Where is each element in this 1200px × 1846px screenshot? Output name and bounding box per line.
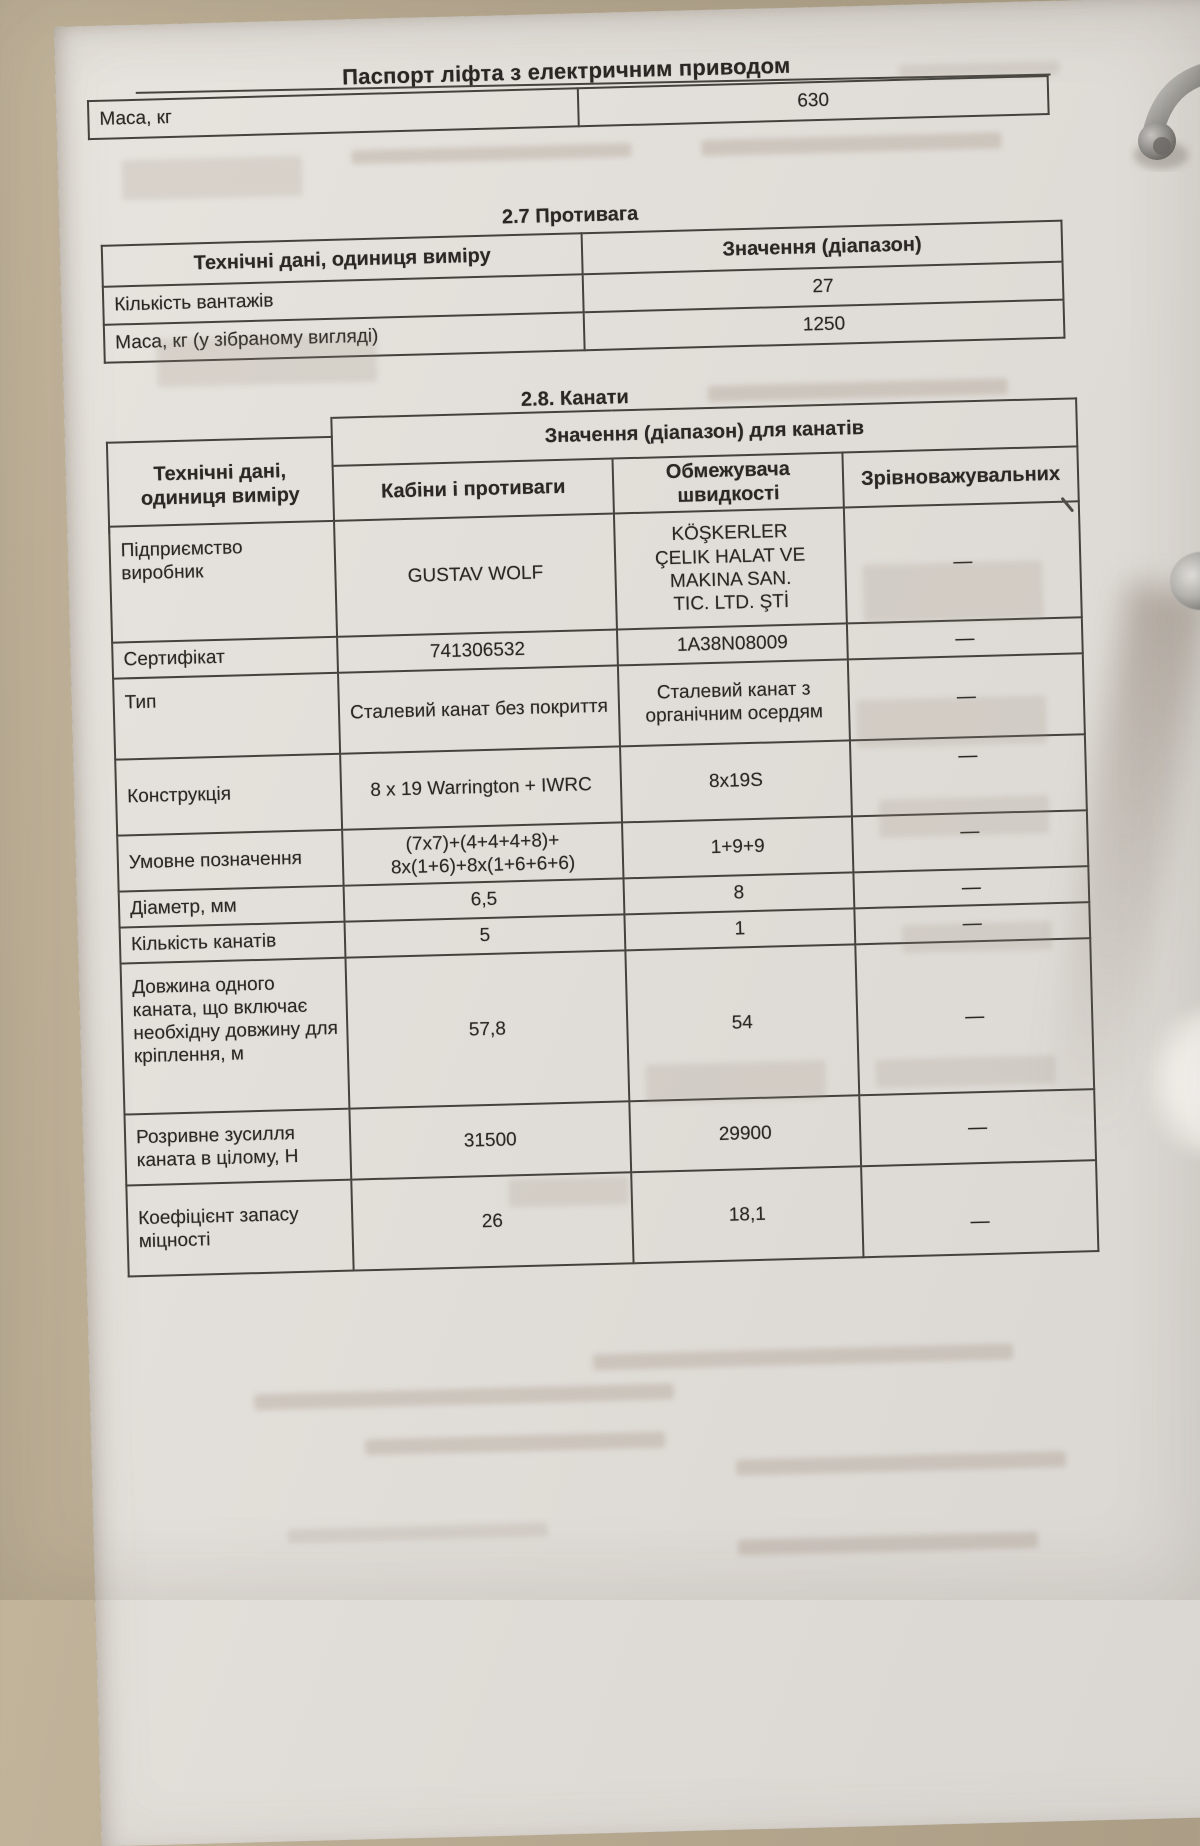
row-value-balance: — [850, 734, 1087, 816]
bleedthrough-ghost [738, 1532, 1038, 1556]
section-heading-counterweight: 2.7 Противага [501, 202, 639, 229]
row-value-cabin: 26 [351, 1172, 633, 1270]
row-label: Тип [113, 673, 340, 760]
row-value-cabin: 741306532 [337, 629, 618, 672]
bleedthrough-ghost [254, 1383, 674, 1410]
ropes-table [105, 397, 1099, 1277]
bleedthrough-ghost [701, 132, 1001, 156]
row-value-cabin: 8 x 19 Warrington + IWRC [340, 746, 622, 829]
row-label: Умовне позначення [117, 830, 343, 892]
row-label: Довжина одного каната, що включає необхідну довжину для кріплення, м [121, 957, 350, 1114]
bleedthrough-ghost [593, 1343, 1013, 1370]
row-label: Розривне зусилля каната в цілому, Н [124, 1108, 351, 1185]
bleedthrough-ghost [902, 921, 1053, 953]
row-label: Кількість канатів [120, 921, 346, 963]
row-value-cabin: GUSTAV WOLF [334, 513, 617, 636]
row-value-cabin: Сталевий канат без покриття [338, 665, 620, 753]
row-value: 630 [578, 76, 1049, 126]
row-label: Кількість вантажів [103, 274, 584, 325]
row-label: Підприємство виробник [109, 521, 337, 643]
row-label: Діаметр, мм [119, 885, 345, 927]
row-value-limiter: 29900 [629, 1095, 861, 1172]
bleedthrough-ghost [287, 1523, 547, 1544]
header-balance: Зрівноважувальних [842, 446, 1078, 507]
row-value-limiter: 1 [624, 908, 855, 950]
bleedthrough-ghost [879, 795, 1050, 837]
row-label: Конструкція [115, 754, 342, 836]
row-value-limiter: 1+9+9 [622, 816, 853, 878]
bleedthrough-ghost [862, 560, 1043, 623]
header-cabin: Кабіни і противаги [333, 459, 614, 521]
header-param: Технічні дані, одиниця виміру [106, 418, 334, 527]
row-label: Маса, кг (у зібраному вигляді) [104, 312, 585, 363]
header-value: Значення (діапазон) [582, 221, 1063, 275]
row-value-limiter: Сталевий канат з органічним осердям [618, 659, 850, 746]
row-value-cabin: 57,8 [345, 950, 629, 1108]
header-limiter: Обмежувача швидкості [612, 453, 843, 514]
row-value-balance: — [859, 1089, 1096, 1166]
bleedthrough-ghost [736, 1451, 1066, 1476]
bleedthrough-ghost [156, 334, 377, 388]
row-value-balance: — [852, 810, 1088, 872]
row-value-limiter: 8 [623, 872, 854, 914]
row-value-cabin: 31500 [349, 1101, 631, 1179]
section-heading-ropes: 2.8. Канати [520, 386, 630, 411]
row-value-balance: — [848, 653, 1085, 740]
row-value-balance: — [854, 902, 1090, 944]
row-value-limiter: 54 [625, 944, 859, 1101]
row-value-cabin: 5 [345, 914, 626, 957]
table-row [121, 938, 1095, 1114]
row-value-limiter: 18,1 [631, 1166, 863, 1263]
bleedthrough-ghost [856, 695, 1047, 748]
binder-ring-icon [1095, 35, 1200, 175]
row-value-cabin: 6,5 [344, 878, 625, 921]
row-value: 1250 [584, 300, 1065, 351]
row-label: Маса, кг [88, 88, 579, 139]
row-value-balance: — [853, 866, 1089, 908]
row-value-balance: — [855, 938, 1094, 1095]
header-param: Технічні дані, одиниця виміру [102, 233, 583, 287]
row-value-balance: — [847, 617, 1083, 659]
row-value-cabin: (7x7)+(4+4+4+8)+ 8x(1+6)+8x(1+6+6+6) [342, 822, 623, 885]
row-value: 27 [583, 262, 1064, 313]
row-value-limiter: KÖŞKERLER ÇELIK HALAT VE MAKINA SAN. TIC. LTD. ŞTİ [614, 507, 847, 629]
bleedthrough-ghost [351, 143, 631, 164]
document-page [54, 0, 1200, 1846]
bleedthrough-ghost [508, 1176, 629, 1207]
row-value-limiter: 8x19S [620, 740, 852, 822]
bleedthrough-ghost [875, 1055, 1056, 1088]
row-label: Коефіцієнт запасу міцності [126, 1179, 353, 1276]
header-values-group: Значення (діапазон) для канатів [331, 398, 1077, 465]
bleedthrough-ghost [645, 1060, 826, 1103]
document-title: Паспорт ліфта з електричним приводом [341, 52, 791, 90]
row-value-balance: — [844, 501, 1082, 623]
bleedthrough-ghost [122, 156, 303, 201]
row-value-balance: — [861, 1160, 1098, 1257]
row-value-limiter: 1A38N08009 [617, 623, 848, 665]
row-label: Сертифікат [112, 637, 338, 679]
bleedthrough-ghost [365, 1431, 665, 1455]
